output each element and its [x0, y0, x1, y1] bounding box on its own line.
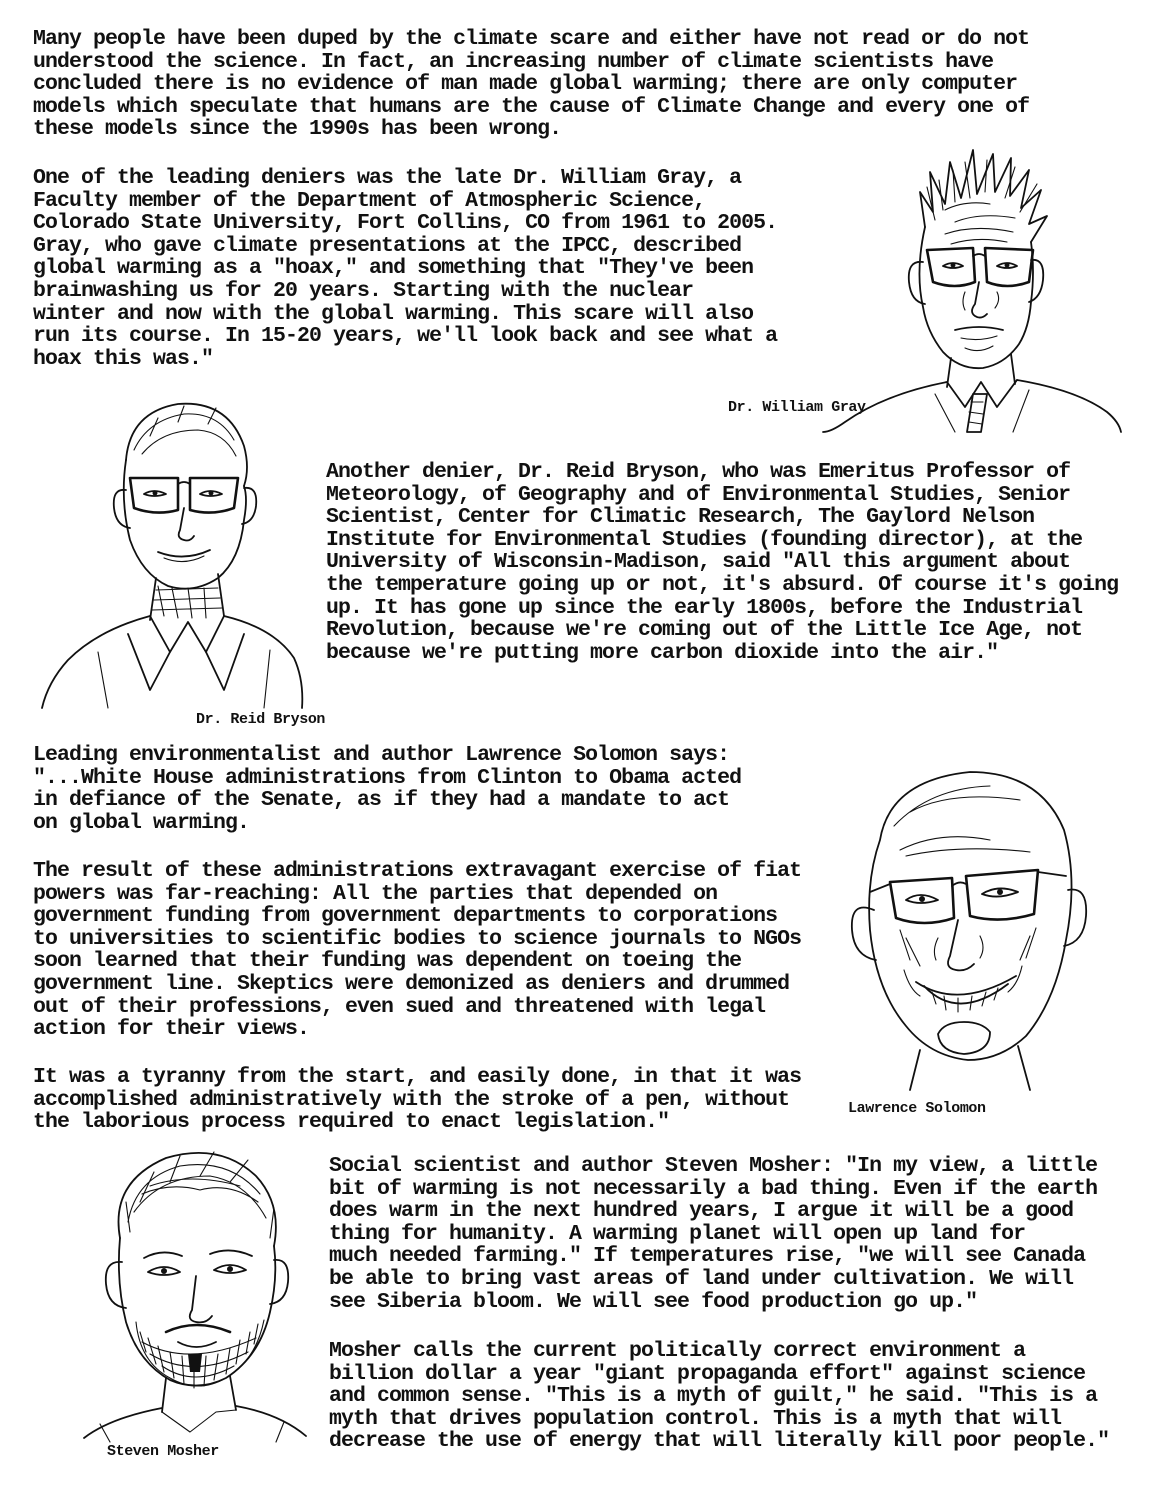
william-gray-portrait [815, 132, 1125, 432]
portrait-sketch-icon [815, 132, 1125, 432]
mosher-caption: Steven Mosher [107, 1443, 219, 1460]
lawrence-solomon-portrait [840, 760, 1090, 1090]
gray-caption: Dr. William Gray [728, 399, 866, 416]
reid-bryson-portrait [38, 390, 308, 710]
solomon-paragraph-1: Leading environmentalist and author Lawrence Solomon says: "...White House administrations from Clinton to Obama acted in defiance of the Senate, as if they had a mandate to act on global warming. [33, 743, 742, 835]
portrait-sketch-icon [38, 390, 308, 710]
solomon-caption: Lawrence Solomon [848, 1100, 986, 1117]
mosher-paragraph-1: Social scientist and author Steven Mosher: "In my view, a little bit of warming is not necessarily a bad thing. Even if the earth does warm in the next hundred years, I argue it will be a good thing for humanity. A warming planet will open up land for much needed farming." If temperatures rise, "we will see Canada be able to bring vast areas of land under cultivation. We will see Siberia bloom. We will see food production go up." [329, 1154, 1098, 1314]
solomon-paragraph-3: It was a tyranny from the start, and easily done, in that it was accomplished administratively with the stroke of a pen, without the laborious process required to enact legislation." [33, 1065, 802, 1135]
gray-paragraph: One of the leading deniers was the late Dr. William Gray, a Faculty member of the Department of Atmospheric Science, Colorado State University, Fort Collins, CO from 1961 to 2005. Gray, who gave climate presentations at the IPCC, described global warming as a "hoax," and something that "They've been brainwashing us for 20 years. Starting with the nuclear winter and now with the global warming. This scare will also run its course. In 15-20 years, we'll look back and see what a hoax this was." [33, 166, 778, 371]
steven-mosher-portrait [70, 1142, 310, 1442]
solomon-paragraph-2: The result of these administrations extravagant exercise of fiat powers was far-reaching: All the parties that depended on government funding from government departments to corporations to universities to scientific bodies to science journals to NGOs soon learned that their funding was dependent on toeing the government line. Skeptics were demonized as deniers and drummed out of their professions, even sued and threatened with legal action for their views. [33, 859, 802, 1042]
portrait-sketch-icon [840, 760, 1090, 1090]
mosher-paragraph-2: Mosher calls the current politically correct environment a billion dollar a year "giant propaganda effort" against science and common sense. "This is a myth of guilt," he said. "This is a myth that drives population control. This is a myth that will decrease the use of energy that will literally kill poor people." [329, 1339, 1110, 1454]
bryson-caption: Dr. Reid Bryson [196, 711, 326, 728]
bryson-paragraph: Another denier, Dr. Reid Bryson, who was Emeritus Professor of Meteorology, of Geography and of Environmental Studies, Senior Scientist, Center for Climatic Research, The Gaylord Nelson Institute for Environmental Studies (founding director), at the University of Wisconsin-Madison, said "All this argument about the temperature going up or not, it's absurd. Of course it's going up. It has gone up since the early 1800s, before the Industrial Revolution, because we're coming out of the Little Ice Age, not because we're putting more carbon dioxide into the air." [326, 460, 1119, 665]
portrait-sketch-icon [70, 1142, 310, 1442]
intro-paragraph: Many people have been duped by the climate scare and either have not read or do not understood the science. In fact, an increasing number of climate scientists have concluded there is no evidence of man made global warming; there are only computer models which speculate that humans are the cause of Climate Change and every one of these models since the 1990s has been wrong. [33, 27, 1030, 142]
